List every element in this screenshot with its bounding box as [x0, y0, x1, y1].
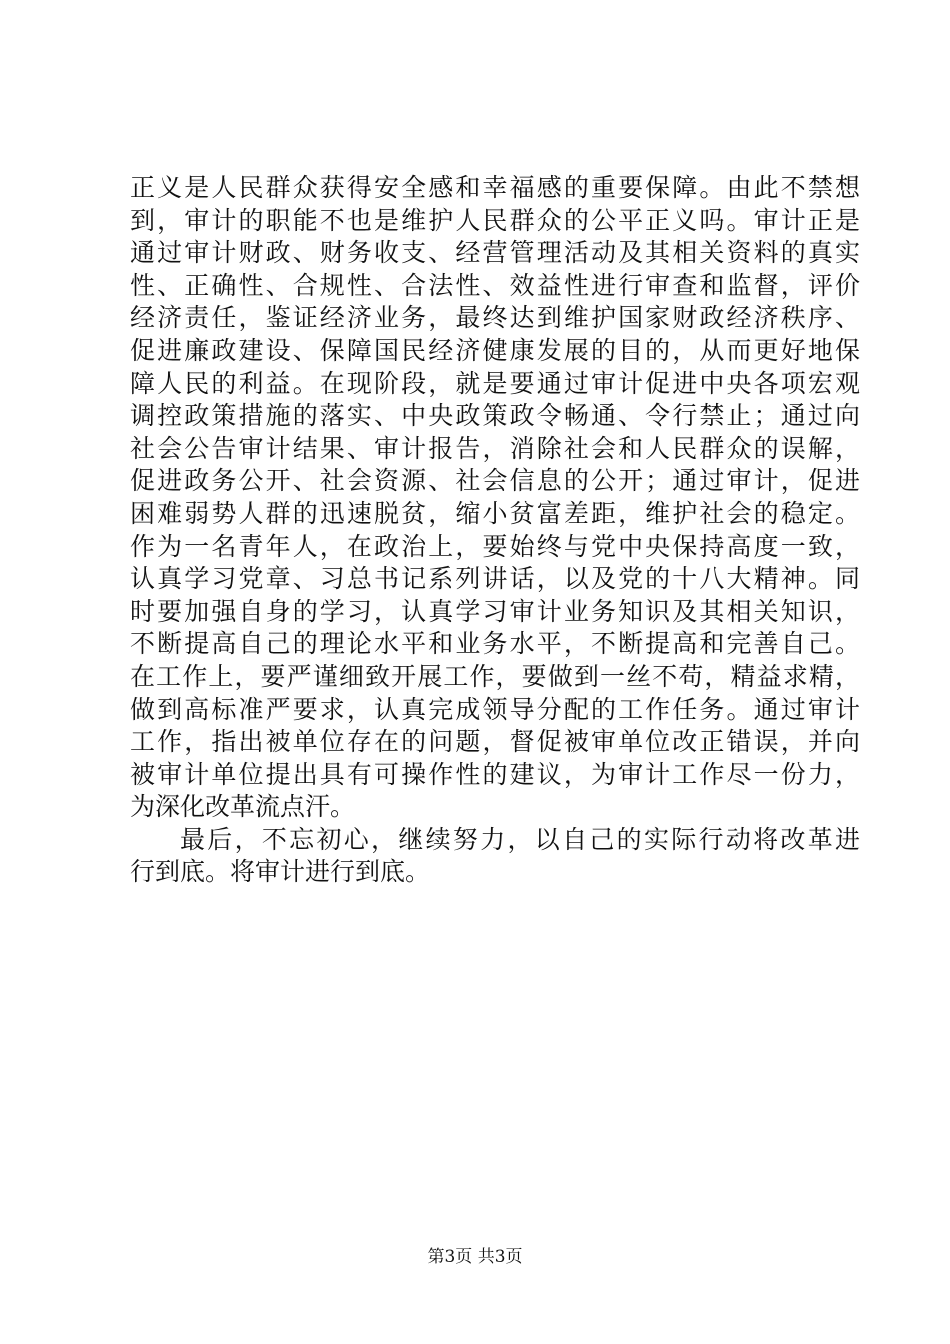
- text-line: 作为一名青年人，在政治上，要始终与党中央保持高度一致，: [130, 531, 860, 561]
- text-line: 到，审计的职能不也是维护人民群众的公平正义吗。审计正是: [130, 205, 860, 235]
- text-line: 不断提高自己的理论水平和业务水平，不断提高和完善自己。: [130, 629, 860, 659]
- text-line: 工作，指出被单位存在的问题，督促被审单位改正错误，并向: [130, 727, 860, 757]
- text-line: 时要加强自身的学习，认真学习审计业务知识及其相关知识，: [130, 596, 860, 626]
- text-line: 通过审计财政、财务收支、经营管理活动及其相关资料的真实: [130, 238, 860, 268]
- text-line: 社会公告审计结果、审计报告，消除社会和人民群众的误解，: [130, 433, 860, 463]
- paragraph-first-line: 最后，不忘初心，继续努力，以自己的实际行动将改革进: [180, 824, 860, 854]
- text-line: 在工作上，要严谨细致开展工作，要做到一丝不苟，精益求精，: [130, 661, 860, 691]
- body-text: [130, 172, 860, 889]
- text-line: 经济责任，鉴证经济业务，最终达到维护国家财政经济秩序、: [130, 303, 860, 333]
- text-line: 促进政务公开、社会资源、社会信息的公开；通过审计，促进: [130, 466, 860, 496]
- text-line: 调控政策措施的落实、中央政策政令畅通、令行禁止；通过向: [130, 401, 860, 431]
- page-number-footer: 第3页 共3页: [427, 1247, 523, 1267]
- text-line: 困难弱势人群的迅速脱贫，缩小贫富差距，维护社会的稳定。: [130, 498, 860, 528]
- text-line: 障人民的利益。在现阶段，就是要通过审计促进中央各项宏观: [130, 368, 860, 398]
- paragraph-end-line: 行到底。将审计进行到底。: [130, 857, 431, 887]
- text-line: 性、正确性、合规性、合法性、效益性进行审查和监督，评价: [130, 270, 860, 300]
- text-line: 认真学习党章、习总书记系列讲话，以及党的十八大精神。同: [130, 564, 860, 594]
- text-line: 正义是人民群众获得安全感和幸福感的重要保障。由此不禁想: [130, 173, 860, 202]
- text-line: 促进廉政建设、保障国民经济健康发展的目的，从而更好地保: [130, 335, 860, 365]
- text-line: 被审计单位提出具有可操作性的建议，为审计工作尽一份力，: [130, 759, 860, 789]
- paragraph-end-line: 为深化改革流点汗。: [130, 792, 356, 822]
- text-line: 做到高标准严要求，认真完成领导分配的工作任务。通过审计: [130, 694, 860, 724]
